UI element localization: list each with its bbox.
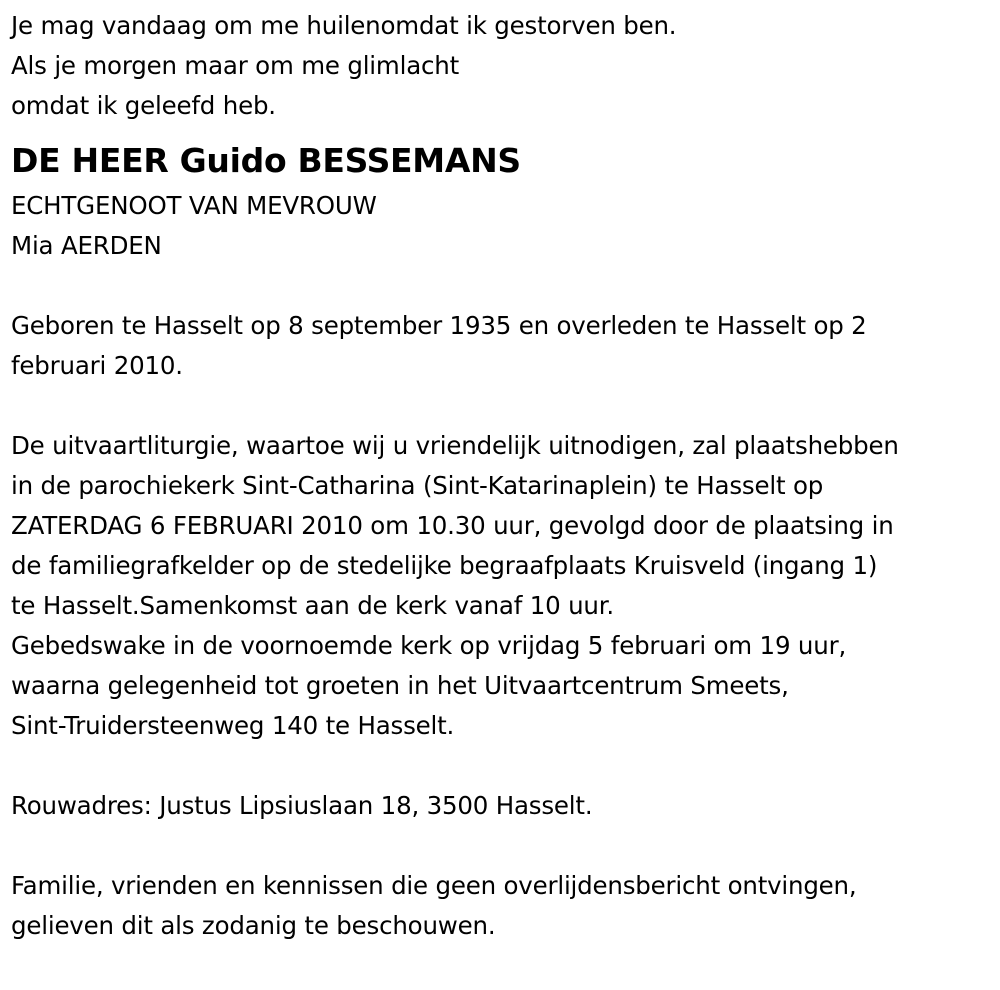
paragraph-line: februari 2010. bbox=[11, 351, 183, 380]
paragraph-line: Geboren te Hasselt op 8 september 1935 en overleden te Hasselt op 2 bbox=[11, 311, 867, 340]
paragraph-line: Familie, vrienden en kennissen die geen overlijdensbericht ontvingen, bbox=[11, 871, 857, 900]
deceased-name: DE HEER Guido BESSEMANS bbox=[11, 141, 521, 180]
mourning-address: Rouwadres: Justus Lipsiuslaan 18, 3500 Hasselt. bbox=[11, 791, 593, 820]
paragraph-line: de familiegrafkelder op de stedelijke begraafplaats Kruisveld (ingang 1) bbox=[11, 551, 878, 580]
poem-line: Je mag vandaag om me huilenomdat ik gestorven ben. bbox=[11, 11, 677, 40]
poem-line: Als je morgen maar om me glimlacht bbox=[11, 51, 460, 80]
spacer bbox=[11, 266, 993, 306]
paragraph-line: gelieven dit als zodanig te beschouwen. bbox=[11, 911, 496, 940]
paragraph-line: Gebedswake in de voornoemde kerk op vrijdag 5 februari om 19 uur, bbox=[11, 631, 847, 660]
paragraph-line: De uitvaartliturgie, waartoe wij u vriendelijk uitnodigen, zal plaatshebben bbox=[11, 431, 899, 460]
spacer bbox=[11, 826, 993, 866]
poem-block bbox=[11, 6, 993, 126]
address-paragraph bbox=[11, 786, 993, 826]
spacer bbox=[11, 746, 993, 786]
paragraph-line: te Hasselt.Samenkomst aan de kerk vanaf 10 uur. bbox=[11, 591, 614, 620]
birth-death-paragraph bbox=[11, 306, 993, 386]
relation-line: ECHTGENOOT VAN MEVROUW bbox=[11, 191, 377, 220]
paragraph-line: waarna gelegenheid tot groeten in het Uitvaartcentrum Smeets, bbox=[11, 671, 789, 700]
closing-paragraph bbox=[11, 866, 993, 946]
paragraph-line: ZATERDAG 6 FEBRUARI 2010 om 10.30 uur, gevolgd door de plaatsing in bbox=[11, 511, 894, 540]
funeral-paragraph bbox=[11, 426, 993, 746]
paragraph-line: in de parochiekerk Sint-Catharina (Sint-Katarinaplein) te Hasselt op bbox=[11, 471, 824, 500]
poem-line: omdat ik geleefd heb. bbox=[11, 91, 276, 120]
obituary-notice bbox=[11, 6, 993, 946]
paragraph-line: Sint-Truidersteenweg 140 te Hasselt. bbox=[11, 711, 455, 740]
relation-block bbox=[11, 186, 993, 266]
spouse-name: Mia AERDEN bbox=[11, 231, 162, 260]
spacer bbox=[11, 386, 993, 426]
